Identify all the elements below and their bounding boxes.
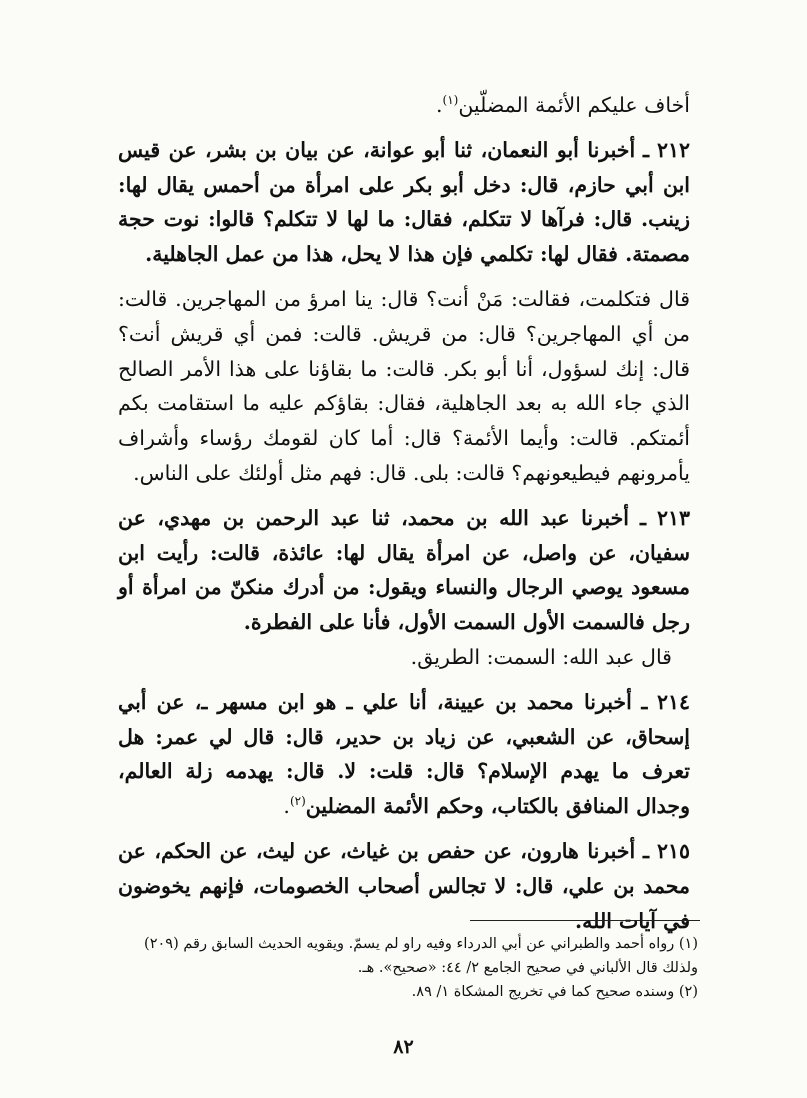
footnote-2: (٢) وسنده صحيح كما في تخريج المشكاة ١/ ٨٩. — [411, 984, 698, 1000]
paragraph-intro — [118, 88, 690, 123]
hadith-number: ٢١٤ — [656, 689, 690, 714]
footnote-ref: (٢) — [289, 794, 306, 809]
hadith-text: أخبرنا أبو النعمان، ثنا أبو عوانة، عن بيان بن بشر، عن قيس ابن أبي حازم، قال: دخل أبو بكر على امرأة من أحمس يقال لها: زينب. قال: فرآها لا تتكلم، فقال: ما لها لا تتكلم؟ قالوا: نوت حجة مصمتة. فقال لها: تكلمي فإن هذا لا يحل، هذا من عمل الجاهلية. — [118, 137, 690, 267]
hadith-text: أخبرنا هارون، عن حفص بن غياث، عن ليث، عن الحكم، عن محمد بن علي، قال: لا تجالس أصحاب الخصومات، فإنهم يخوضون في آيات الله. — [118, 838, 690, 933]
punctuation: . — [283, 794, 290, 819]
main-text — [118, 88, 690, 938]
footnote-1: (١) رواه أحمد والطبراني عن أبي الدرداء وفيه راو لم يسمّ. ويقويه الحديث السابق رقم (٢٠٩) ولذلك قال الألباني في صحيح الجامع ٢/ ٤٤: «صحيح». هـ. — [144, 936, 698, 976]
paragraph-text: قال عبد الله: السمت: الطريق. — [410, 644, 672, 669]
hadith-212 — [118, 133, 690, 272]
dash: ـ — [643, 137, 650, 162]
footnote-divider — [470, 920, 700, 921]
hadith-text: أخبرنا محمد بن عيينة، أنا علي ـ هو ابن مسهر ـ، عن أبي إسحاق، عن الشعبي، عن زياد بن حدير، قال: قال لي عمر: هل تعرف ما يهدم الإسلام؟ قال: قلت: لا. قال: يهدمه زلة العالم، وجدال المنافق بالكتاب، وحكم الأئمة المضلين — [118, 689, 690, 819]
hadith-215 — [118, 834, 690, 938]
paragraph-text: قال فتكلمت، فقالت: مَنْ أنت؟ قال: ينا امرؤ من المهاجرين. قالت: من أي المهاجرين؟ قال: من قريش. قالت: فمن أي قريش أنت؟ قال: إنك لسؤول، أنا أبو بكر. قالت: ما بقاؤنا على هذا الأمر الصالح الذي جاء الله به بعد الجاهلية، فقال: بقاؤكم عليه ما استقامت بكم أئمتكم. قالت: وأيما الأئمة؟ قال: أما كان لقومك رؤساء وأشراف يأمرونهم فيطيعونهم؟ قالت: بلى. قال: فهم مثل أولئك على الناس. — [118, 286, 690, 485]
hadith-text: أخبرنا عبد الله بن محمد، ثنا عبد الرحمن بن مهدي، عن سفيان، عن واصل، عن امرأة يقال لها: عائذة، قالت: رأيت ابن مسعود يوصي الرجال والنساء ويقول: من أدرك منكنّ من امرأة أو رجل فالسمت الأول السمت الأول، فأنا على الفطرة. — [118, 505, 690, 635]
page-number: ٨٢ — [393, 1036, 414, 1058]
dash: ـ — [641, 689, 648, 714]
footnote-ref: (١) — [442, 93, 459, 107]
paragraph-212-cont — [118, 282, 690, 491]
footnotes — [118, 932, 698, 1004]
dash: ـ — [643, 838, 650, 863]
hadith-213 — [118, 501, 690, 640]
dash: ـ — [639, 505, 646, 530]
hadith-number: ٢١٣ — [656, 505, 690, 530]
hadith-number: ٢١٥ — [656, 838, 690, 863]
punctuation: . — [435, 93, 443, 117]
paragraph-213-cont — [118, 640, 690, 675]
hadith-number: ٢١٢ — [656, 137, 690, 162]
hadith-214 — [118, 685, 690, 824]
paragraph-text: أخاف عليكم الأئمة المضلّين — [458, 93, 690, 117]
